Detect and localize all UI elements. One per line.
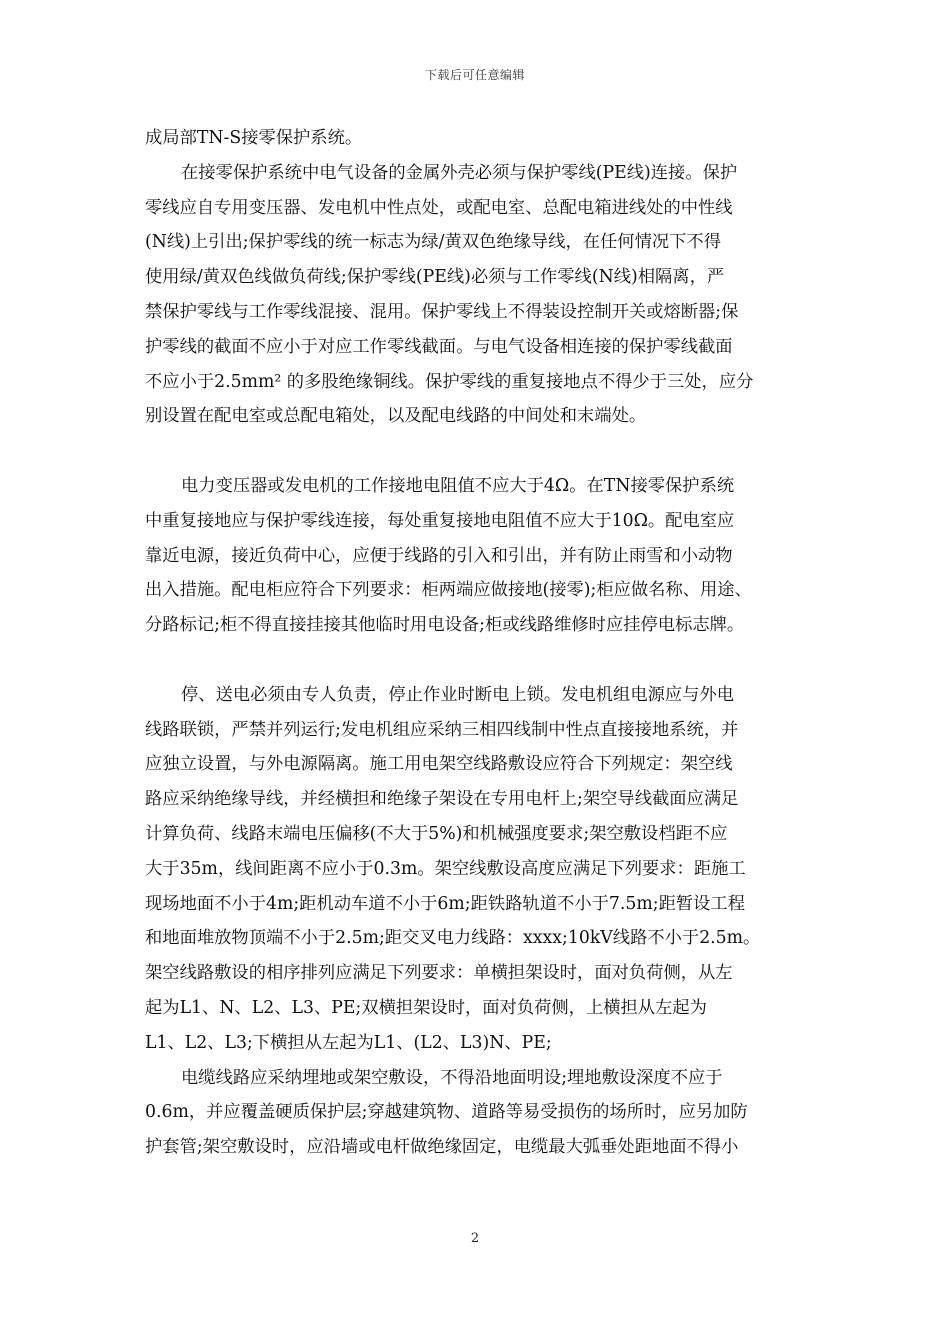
text-line: 计算负荷、线路末端电压偏移(不大于5%)和机械强度要求;架空敷设档距不应	[145, 823, 728, 844]
text-line: 电缆线路应采纳埋地或架空敷设，不得沿地面明设;埋地敷设深度不应于	[181, 1067, 723, 1088]
page-header: 下载后可任意编辑	[424, 68, 525, 82]
text-line: 路应采纳绝缘导线，并经横担和绝缘子架设在专用电杆上;架空导线截面应满足	[145, 789, 739, 810]
text-line: 线路联锁，严禁并列运行;发电机组应采纳三相四线制中性点直接接地系统，并	[145, 719, 739, 740]
text-line: 停、送电必须由专人负责，停止作业时断电上锁。发电机组电源应与外电	[181, 684, 735, 705]
text-line: 在接零保护系统中电气设备的金属外壳必须与保护零线(PE线)连接。保护	[181, 162, 738, 183]
text-line: 0.6m，并应覆盖硬质保护层;穿越建筑物、道路等易受损伤的场所时，应另加防	[145, 1102, 748, 1123]
text-line: (N线)上引出;保护零线的统一标志为绿/黄双色绝缘导线，在任何情况下不得	[145, 232, 721, 253]
text-line: 护零线的截面不应小于对应工作零线截面。与电气设备相连接的保护零线截面	[145, 336, 733, 357]
text-line: 使用绿/黄双色线做负荷线;保护零线(PE线)必须与工作零线(N线)相隔离，严	[145, 267, 725, 288]
text-line: 出入措施。配电柜应符合下列要求：柜两端应做接地(接零);柜应做名称、用途、	[145, 580, 752, 601]
text-line: 中重复接地应与保护零线连接，每处重复接地电阻值不应大于10Ω。配电室应	[145, 510, 735, 531]
text-line	[145, 434, 807, 469]
text-line: 护套管;架空敷设时，应沿墙或电杆做绝缘固定，电缆最大弧垂处距地面不得小	[145, 1137, 739, 1158]
paragraph	[145, 678, 807, 1061]
text-line: 零线应自专用变压器、发电机中性点处，或配电室、总配电箱进线处的中性线	[145, 197, 733, 218]
paragraph	[145, 469, 807, 643]
text-line: 应独立设置，与外电源隔离。施工用电架空线路敷设应符合下列规定：架空线	[145, 754, 733, 775]
text-line: 禁保护零线与工作零线混接、混用。保护零线上不得装设控制开关或熔断器;保	[145, 301, 739, 322]
paragraph-spacer	[145, 643, 807, 678]
text-line: 现场地面不小于4m;距机动车道不小于6m;距铁路轨道不小于7.5m;距暂设工程	[145, 893, 745, 914]
paragraph	[145, 156, 807, 469]
text-line: L1、L2、L3;下横担从左起为L1、(L2、L3)N、PE;	[145, 1032, 552, 1053]
page-number: 2	[470, 1231, 480, 1246]
text-line: 不应小于2.5mm² 的多股绝缘铜线。保护零线的重复接地点不得少于三处，应分	[145, 371, 754, 392]
text-line: 电力变压器或发电机的工作接地电阻值不应大于4Ω。在TN接零保护系统	[181, 475, 735, 496]
text-line: 和地面堆放物顶端不小于2.5m;距交叉电力线路：xxxx;10kV线路不小于2.5m。	[145, 928, 761, 949]
text-line: 别设置在配电室或总配电箱处，以及配电线路的中间处和末端处。	[145, 406, 647, 427]
text-line: 成局部TN-S接零保护系统。	[145, 128, 363, 148]
text-line: 靠近电源，接近负荷中心，应便于线路的引入和引出，并有防止雨雪和小动物	[145, 545, 733, 566]
text-line: 分路标记;柜不得直接挂接其他临时用电设备;柜或线路维修时应挂停电标志牌。	[145, 615, 745, 636]
paragraph	[145, 121, 807, 156]
text-line: 架空线路敷设的相序排列应满足下列要求：单横担架设时，面对负荷侧，从左	[145, 963, 733, 984]
document-body	[145, 121, 807, 1165]
paragraph	[145, 1061, 807, 1165]
text-line: 大于35m，线间距离不应小于0.3m。架空线敷设高度应满足下列要求：距施工	[145, 858, 746, 879]
text-line: 起为L1、N、L2、L3、PE;双横担架设时，面对负荷侧，上横担从左起为	[145, 997, 707, 1018]
